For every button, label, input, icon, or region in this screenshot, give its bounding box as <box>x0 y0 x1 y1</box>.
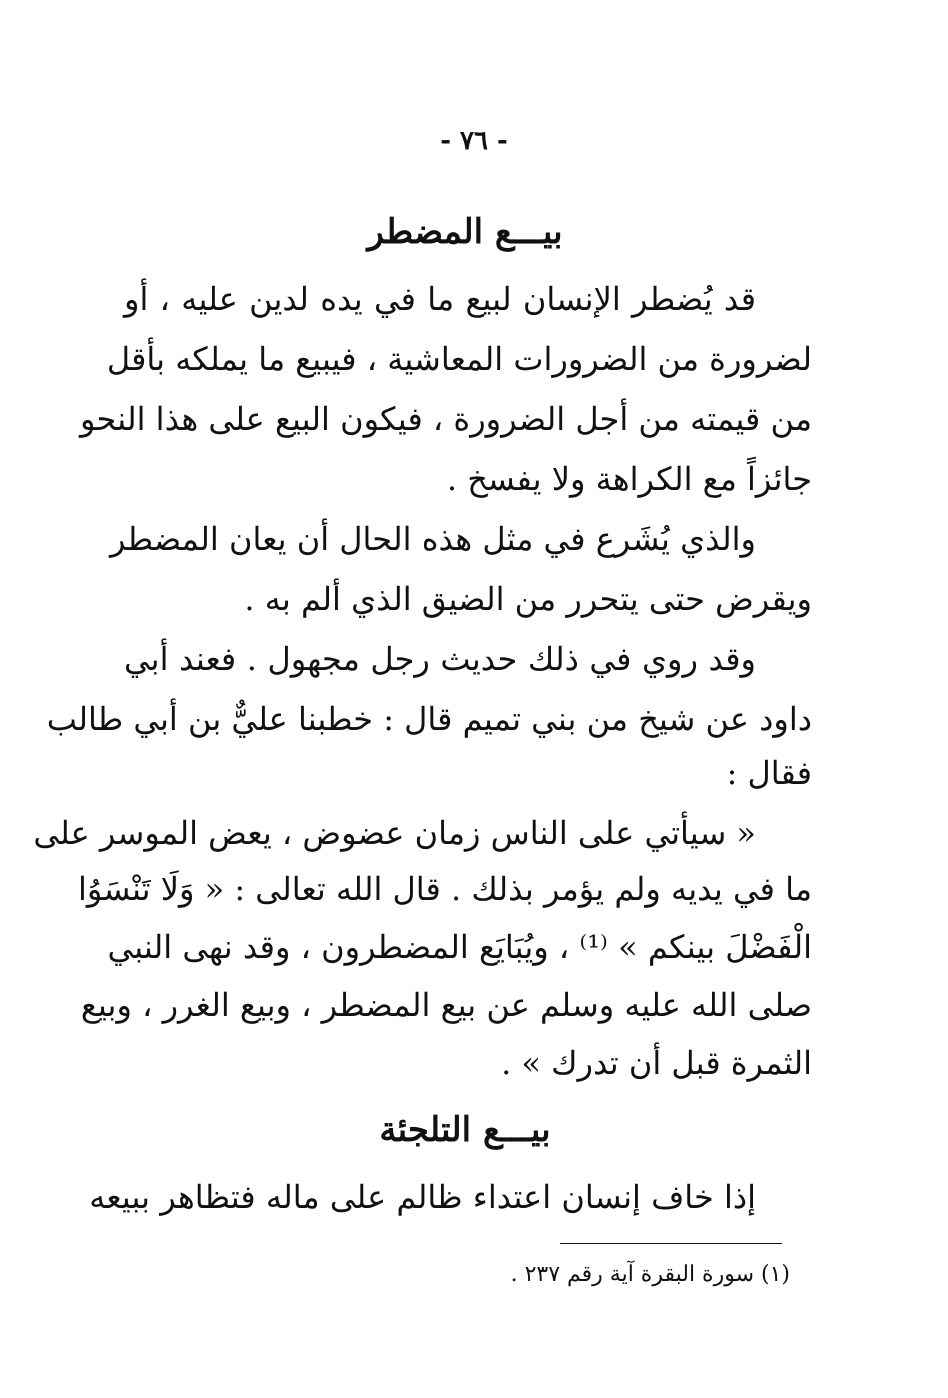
paragraph-line: إذا خاف إنسان اعتداء ظالم على ماله فتظاهر ببيعه <box>89 1178 756 1216</box>
paragraph-line: ويقرض حتى يتحرر من الضيق الذي ألم به . <box>244 580 812 618</box>
hadith-quote-line: « سيأتي على الناس زمان عضوض ، يعض الموسر على <box>33 814 756 852</box>
hadith-quote-line: ما في يديه ولم يؤمر بذلك . قال الله تعالى : « وَلَا تَنْسَوُا <box>78 870 812 908</box>
hadith-quote-line: الثمرة قبل أن تدرك » . <box>501 1044 812 1082</box>
paragraph-line: من قيمته من أجل الضرورة ، فيكون البيع على هذا النحو <box>80 400 812 438</box>
paragraph-line: والذي يُشَرع في مثل هذه الحال أن يعان المضطر <box>109 520 756 558</box>
paragraph-line: فقال : <box>726 754 812 792</box>
section-heading-distressed-sale: بيـــع المضطر <box>367 212 563 252</box>
footnote: (١) سورة البقرة آية رقم ٢٣٧ . <box>510 1262 790 1287</box>
hadith-quote-line: الْفَضْلَ بينكم » ⁽¹⁾ ، ويُبَايَع المضطرون ، وقد نهى النبي <box>107 928 812 966</box>
paragraph-line: جائزاً مع الكراهة ولا يفسخ . <box>446 460 812 498</box>
hadith-quote-line: صلى الله عليه وسلم عن بيع المضطر ، وبيع الغرر ، وبيع <box>80 986 812 1024</box>
paragraph-line: وقد روي في ذلك حديث رجل مجهول . فعند أبي <box>124 640 756 678</box>
footnote-separator <box>560 1243 782 1244</box>
paragraph-line: لضرورة من الضرورات المعاشية ، فيبيع ما يملكه بأقل <box>106 340 812 378</box>
paragraph-line: قد يُضطر الإنسان لبيع ما في يده لدين عليه ، أو <box>124 280 757 318</box>
paragraph-line: داود عن شيخ من بني تميم قال : خطبنا عليٌّ بن أبي طالب <box>46 700 812 738</box>
section-heading-talji-sale: بيـــع التلجئة <box>379 1110 551 1150</box>
page-number: - ٧٦ - <box>440 126 508 156</box>
